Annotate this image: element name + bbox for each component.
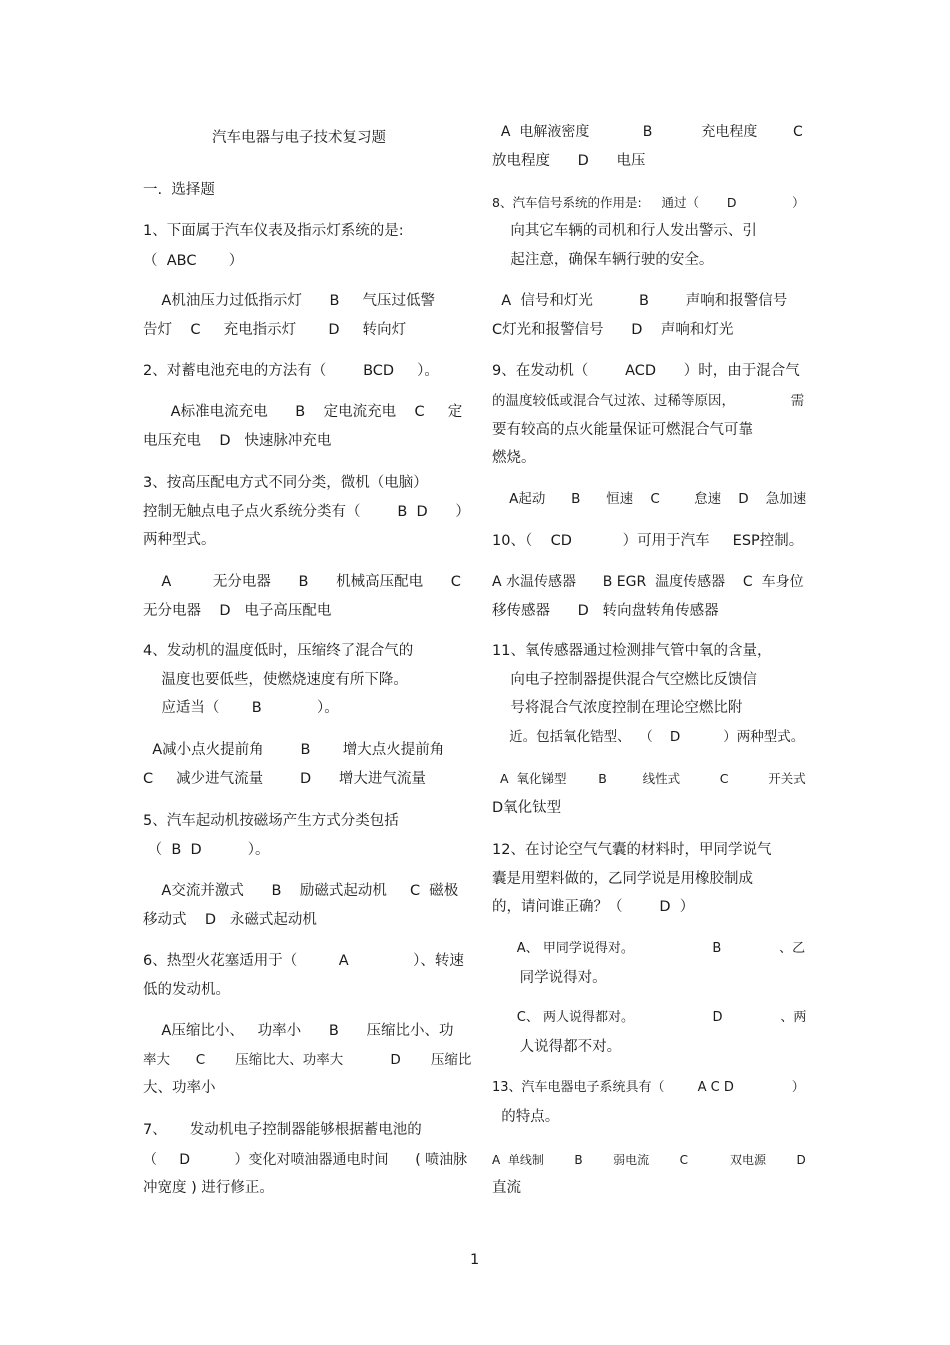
right-line: A 电解液密度 B 充电程度 C <box>492 124 803 140</box>
left-line: A交流并激式 B 励磁式起动机 C 磁极 <box>143 883 459 899</box>
right-line: A、 甲同学说得对。 B 、乙 <box>492 941 806 956</box>
right-line: 近。包括氧化锆型、 （ D ）两种型式。 <box>492 729 805 745</box>
page-number: 1 <box>470 1252 480 1268</box>
right-line: A 氧化锑型 B 线性式 C 开关式 <box>492 771 806 786</box>
right-line: A 单线制 B 弱电流 C 双电源 D <box>492 1153 806 1167</box>
left-line: A减小点火提前角 B 增大点火提前角 <box>143 742 445 758</box>
left-line: 低的发动机。 <box>143 982 230 998</box>
left-line: 率大 C 压缩比大、功率大 D 压缩比 <box>143 1052 472 1068</box>
right-line: D氧化钛型 <box>492 800 562 816</box>
left-line: 控制无触点电子点火系统分类有（ B D ） <box>143 504 470 520</box>
left-line: 5、汽车起动机按磁场产生方式分类包括 <box>143 813 399 829</box>
left-line: 冲宽度 ) 进行修正。 <box>143 1180 274 1196</box>
left-line: 1、下面属于汽车仪表及指示灯系统的是: <box>143 223 404 239</box>
left-line: 无分电器 D 电子高压配电 <box>143 603 332 619</box>
right-line: A起动 B 恒速 C 怠速 D 急加速 <box>492 491 807 507</box>
left-line: 4、发动机的温度低时，压缩终了混合气的 <box>143 643 414 659</box>
left-line: A压缩比小、 功率小 B 压缩比小、功 <box>143 1023 454 1039</box>
left-line: 告灯 C 充电指示灯 D 转向灯 <box>143 322 407 338</box>
left-line: 6、热型火花塞适用于（ A ）、转速 <box>143 953 464 969</box>
right-line: 13、汽车电器电子系统具有（ A C D ） <box>492 1080 805 1095</box>
right-line: 放电程度 D 电压 <box>492 153 646 169</box>
right-line: 人说得都不对。 <box>492 1039 622 1055</box>
right-line: C灯光和报警信号 D 声响和灯光 <box>492 322 734 338</box>
left-line: 温度也要低些，使燃烧速度有所下降。 <box>143 672 408 688</box>
right-line: 11、氧传感器通过检测排气管中氧的含量， <box>492 643 772 659</box>
right-line: 的特点。 <box>492 1109 560 1125</box>
doc-title: 汽车电器与电子技术复习题 <box>212 130 386 146</box>
right-line: 10、（ CD ）可用于汽车 ESP控制。 <box>492 533 804 549</box>
right-line: 向电子控制器提供混合气空燃比反馈信 <box>492 672 757 688</box>
right-line: 移传感器 D 转向盘转角传感器 <box>492 603 719 619</box>
right-line: 直流 <box>492 1180 521 1196</box>
left-line: C 减少进气流量 D 增大进气流量 <box>143 771 426 787</box>
left-line: 3、按高压配电方式不同分类，微机（电脑） <box>143 475 428 491</box>
right-line: A 信号和灯光 B 声响和报警信号 <box>492 293 788 309</box>
left-line: 移动式 D 永磁式起动机 <box>143 912 317 928</box>
left-line: 大、功率小 <box>143 1080 216 1096</box>
right-line: 向其它车辆的司机和行人发出警示、引 <box>492 223 757 239</box>
right-line: 起注意，确保车辆行驶的安全。 <box>492 252 714 268</box>
left-line: 两种型式。 <box>143 532 216 548</box>
right-line: 同学说得对。 <box>492 970 607 986</box>
section-heading: 一. 选择题 <box>143 182 215 198</box>
left-line: 7、 发动机电子控制器能够根据蓄电池的 <box>143 1122 422 1138</box>
right-line: C、 两人说得都对。 D 、两 <box>492 1010 807 1025</box>
left-line: （ D ）变化对喷油器通电时间 ( 喷油脉 <box>143 1152 468 1168</box>
left-line: A机油压力过低指示灯 B 气压过低警 <box>143 293 436 309</box>
right-line: 8、汽车信号系统的作用是: 通过（ D ） <box>492 195 805 210</box>
right-line: A 水温传感器 B EGR 温度传感器 C 车身位 <box>492 574 804 590</box>
right-line: 囊是用塑料做的，乙同学说是用橡胶制成 <box>492 871 753 887</box>
left-line: A 无分电器 B 机械高压配电 C <box>143 574 461 590</box>
right-line: 的，请问谁正确？（ D ） <box>492 899 695 915</box>
right-line: 燃烧。 <box>492 450 536 466</box>
right-line: 9、在发动机（ ACD ）时，由于混合气 <box>492 363 800 379</box>
right-line: 要有较高的点火能量保证可燃混合气可靠 <box>492 422 753 438</box>
left-line: 2、对蓄电池充电的方法有（ BCD ）。 <box>143 363 439 379</box>
left-line: A标准电流充电 B 定电流充电 C 定 <box>143 404 463 420</box>
left-line: 应适当（ B ）。 <box>143 700 339 716</box>
left-line: 电压充电 D 快速脉冲充电 <box>143 433 332 449</box>
right-line: 号将混合气浓度控制在理论空燃比附 <box>492 700 743 716</box>
left-line: （ ABC ） <box>143 253 244 269</box>
right-line: 的温度较低或混合气过浓、过稀等原因， 需 <box>492 393 805 409</box>
left-line: （ B D ）。 <box>143 842 270 858</box>
right-line: 12、在讨论空气气囊的材料时，甲同学说气 <box>492 842 772 858</box>
